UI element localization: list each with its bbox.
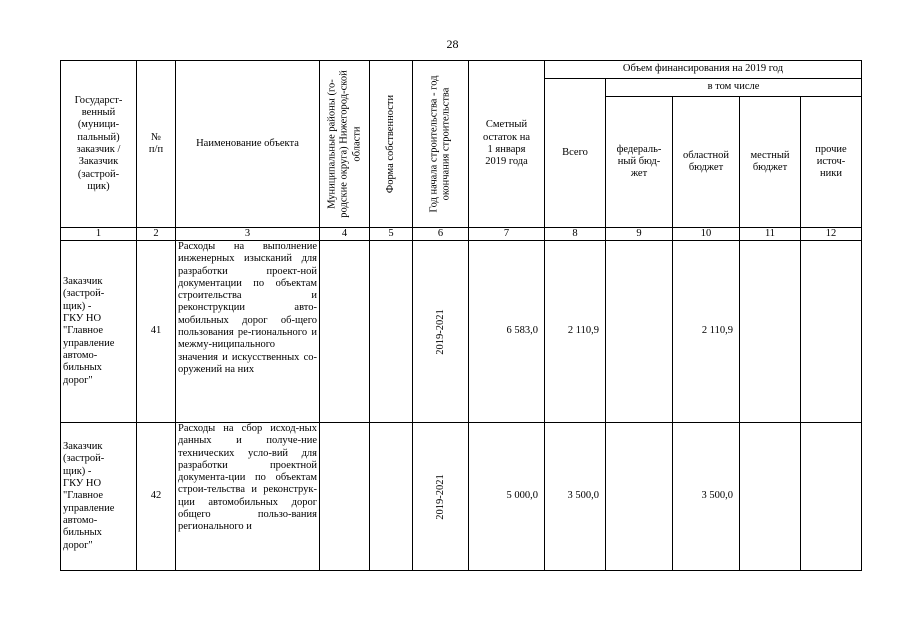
row-number: 42 bbox=[137, 423, 176, 571]
row-ownership bbox=[370, 423, 413, 571]
row-local bbox=[740, 423, 801, 571]
column-number: 6 bbox=[413, 228, 469, 241]
header-districts bbox=[320, 61, 370, 228]
row-estimated-balance: 5 000,0 bbox=[469, 423, 545, 571]
header-years-text: Год начала строительства - год окончания строительства bbox=[428, 75, 452, 213]
row-customer: Заказчик (застрой- щик) - ГКУ НО "Главное управление автомо- бильных дорог" bbox=[61, 423, 137, 571]
row-years-text: 2019-2021 bbox=[434, 473, 446, 520]
financing-table bbox=[60, 60, 862, 571]
header-districts-text: Муниципальные районы (го-родские округа) Нижегород-ской области bbox=[326, 70, 362, 218]
row-total: 3 500,0 bbox=[545, 423, 606, 571]
column-number: 4 bbox=[320, 228, 370, 241]
row-federal bbox=[606, 241, 673, 423]
header-total: Всего bbox=[545, 79, 606, 228]
row-number: 41 bbox=[137, 241, 176, 423]
header-years bbox=[413, 61, 469, 228]
column-number: 2 bbox=[137, 228, 176, 241]
row-total: 2 110,9 bbox=[545, 241, 606, 423]
row-ownership bbox=[370, 241, 413, 423]
row-object-name: Расходы на сбор исход-ных данных и получе-ние технических усло-вий для разработки проектной документа-ции по объектам строи-тельства и реконструк-ции автомобильных дорог общего пользо-вания регионального и bbox=[176, 423, 320, 571]
table-row bbox=[61, 423, 862, 571]
column-number: 12 bbox=[801, 228, 862, 241]
header-other: прочие источ- ники bbox=[801, 97, 862, 228]
column-number: 11 bbox=[740, 228, 801, 241]
header-ownership-text: Форма собственности bbox=[384, 94, 396, 194]
column-number: 7 bbox=[469, 228, 545, 241]
column-number: 9 bbox=[606, 228, 673, 241]
column-number: 3 bbox=[176, 228, 320, 241]
header-local: местный бюджет bbox=[740, 97, 801, 228]
row-federal bbox=[606, 423, 673, 571]
row-object-name: Расходы на выполнение инженерных изысканий для разработки проект-ной документации по объектам строительства и реконструкции авто-мобильных дорог об-щего пользования ре-гионального и межму-ниципального значения и искусственных со-оружений на них bbox=[176, 241, 320, 423]
header-federal: федераль- ный бюд- жет bbox=[606, 97, 673, 228]
header-number: № п/п bbox=[137, 61, 176, 228]
row-customer: Заказчик (застрой- щик) - ГКУ НО "Главное управление автомо- бильных дорог" bbox=[61, 241, 137, 423]
header-object-name: Наименование объекта bbox=[176, 61, 320, 228]
row-regional: 3 500,0 bbox=[673, 423, 740, 571]
header-estimated-balance: Сметный остаток на 1 января 2019 года bbox=[469, 61, 545, 228]
row-years-text: 2019-2021 bbox=[434, 308, 446, 355]
header-including: в том числе bbox=[606, 79, 862, 97]
column-number: 10 bbox=[673, 228, 740, 241]
row-other bbox=[801, 423, 862, 571]
row-estimated-balance: 6 583,0 bbox=[469, 241, 545, 423]
column-number: 1 bbox=[61, 228, 137, 241]
row-years bbox=[413, 241, 469, 423]
header-customer: Государст- венный (муници- пальный) заказчик / Заказчик (застрой- щик) bbox=[61, 61, 137, 228]
header-financing-group: Объем финансирования на 2019 год bbox=[545, 61, 862, 79]
row-other bbox=[801, 241, 862, 423]
column-number: 8 bbox=[545, 228, 606, 241]
header-row-1 bbox=[61, 61, 862, 79]
row-regional: 2 110,9 bbox=[673, 241, 740, 423]
row-local bbox=[740, 241, 801, 423]
column-number: 5 bbox=[370, 228, 413, 241]
row-districts bbox=[320, 423, 370, 571]
column-number-row bbox=[61, 228, 862, 241]
header-regional: областной бюджет bbox=[673, 97, 740, 228]
header-ownership bbox=[370, 61, 413, 228]
row-districts bbox=[320, 241, 370, 423]
table-row bbox=[61, 241, 862, 423]
page-number: 28 bbox=[446, 37, 459, 51]
row-years bbox=[413, 423, 469, 571]
